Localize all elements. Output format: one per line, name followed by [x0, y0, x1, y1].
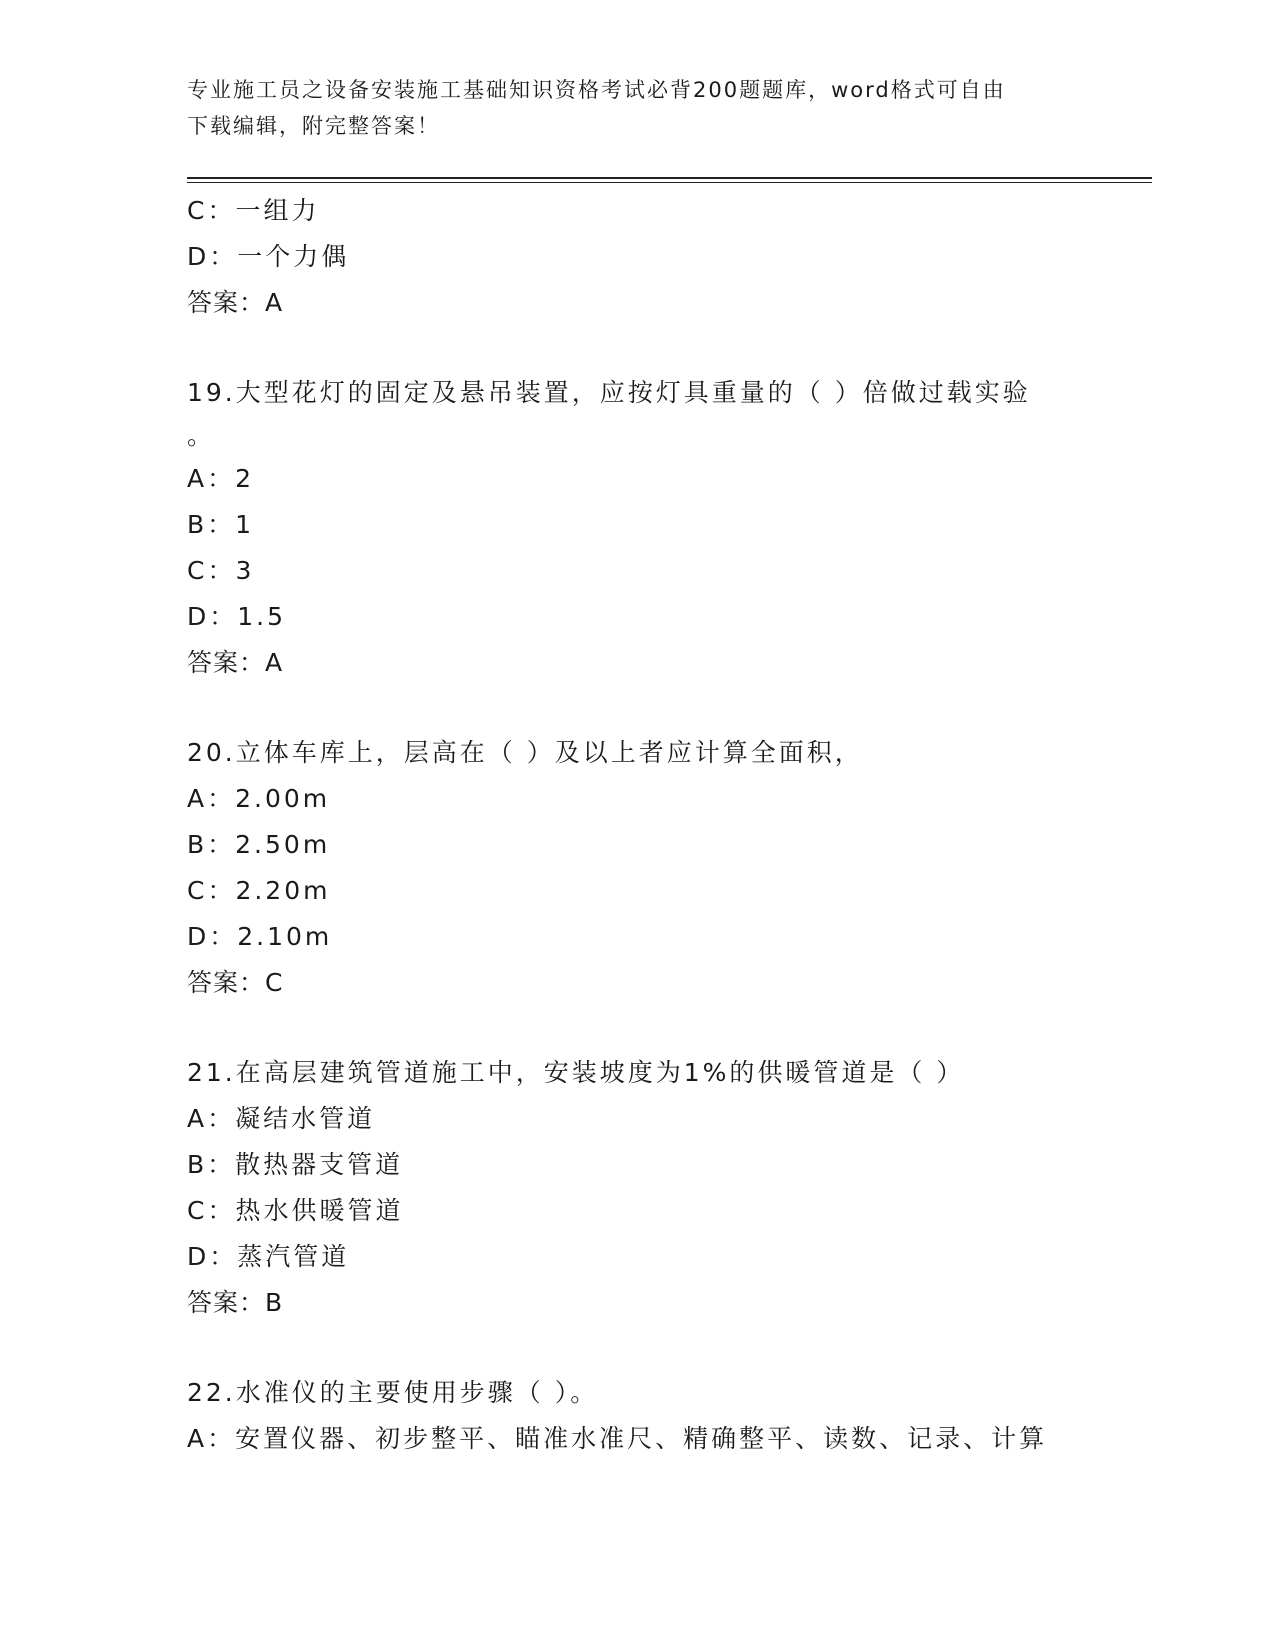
q19-stem-continuation: 。	[187, 421, 213, 450]
q19-option-b: B：1	[187, 510, 255, 539]
header-line-2: 下载编辑，附完整答案！	[187, 114, 440, 138]
question-21	[187, 1050, 1087, 1326]
header-line-1: 专业施工员之设备安装施工基础知识资格考试必背200题题库，word格式可自由	[187, 78, 1006, 102]
q18-option-c: C：一组力	[187, 196, 320, 225]
q19-stem: 19.大型花灯的固定及悬吊装置，应按灯具重量的（ ）倍做过载实验	[187, 378, 1031, 407]
spacer	[187, 326, 1087, 370]
q21-answer: 答案：B	[187, 1288, 284, 1317]
q21-option-a: A：凝结水管道	[187, 1104, 376, 1133]
question-22	[187, 1370, 1087, 1462]
q20-stem: 20.立体车库上，层高在（ ）及以上者应计算全面积，	[187, 738, 863, 767]
q22-option-a: A：安置仪器、初步整平、瞄准水准尺、精确整平、读数、记录、计算	[187, 1424, 1048, 1453]
q19-option-d: D：1.5	[187, 602, 287, 631]
question-19	[187, 370, 1087, 686]
q20-answer: 答案：C	[187, 968, 284, 997]
question-18	[187, 188, 1087, 326]
q18-option-d: D：一个力偶	[187, 242, 350, 271]
question-list	[187, 188, 1087, 1462]
q21-stem: 21.在高层建筑管道施工中，安装坡度为1%的供暖管道是（ ）	[187, 1058, 965, 1087]
q20-option-a: A：2.00m	[187, 784, 331, 813]
spacer	[187, 686, 1087, 730]
header-rule-thick	[187, 177, 1152, 179]
q21-option-c: C：热水供暖管道	[187, 1196, 404, 1225]
q19-option-c: C：3	[187, 556, 255, 585]
spacer	[187, 1326, 1087, 1370]
q22-stem: 22.水准仪的主要使用步骤（ ）。	[187, 1378, 599, 1407]
q20-option-d: D：2.10m	[187, 922, 333, 951]
q19-answer: 答案：A	[187, 648, 284, 677]
q18-answer: 答案：A	[187, 288, 284, 317]
spacer	[187, 1006, 1087, 1050]
q21-option-b: B：散热器支管道	[187, 1150, 404, 1179]
question-20	[187, 730, 1087, 1006]
document-header	[187, 72, 1087, 144]
header-rule-thin	[187, 182, 1152, 183]
q20-option-b: B：2.50m	[187, 830, 331, 859]
q20-option-c: C：2.20m	[187, 876, 331, 905]
q19-option-a: A：2	[187, 464, 255, 493]
q21-option-d: D：蒸汽管道	[187, 1242, 350, 1271]
